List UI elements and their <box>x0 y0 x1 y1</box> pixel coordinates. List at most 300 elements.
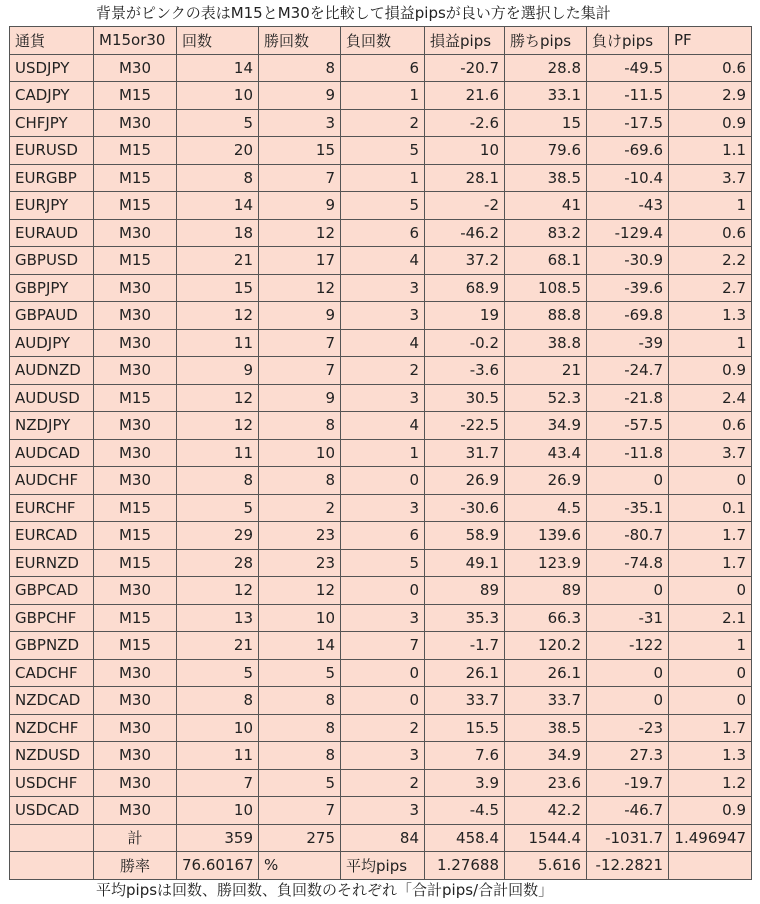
results-table <box>9 26 752 880</box>
cell-pf: 0.9 <box>669 797 752 825</box>
table-row <box>10 494 752 522</box>
cell-count: 8 <box>177 467 259 495</box>
cell-pips: -2.6 <box>425 109 505 137</box>
total-wins: 275 <box>259 824 341 852</box>
cell-loss-pips: -21.8 <box>587 384 669 412</box>
cell-timeframe: M30 <box>94 769 177 797</box>
cell-pips: 30.5 <box>425 384 505 412</box>
cell-losses: 3 <box>341 384 425 412</box>
cell-win-pips: 38.5 <box>505 714 587 742</box>
cell-currency: USDCAD <box>10 797 94 825</box>
cell-pf: 0 <box>669 467 752 495</box>
table-row <box>10 797 752 825</box>
win-rate-label: 勝率 <box>94 852 177 880</box>
cell-count: 29 <box>177 522 259 550</box>
cell-pips: -22.5 <box>425 412 505 440</box>
cell-count: 11 <box>177 742 259 770</box>
cell-pf: 2.2 <box>669 247 752 275</box>
table-row <box>10 109 752 137</box>
cell-pf: 2.7 <box>669 274 752 302</box>
cell-pips: -1.7 <box>425 632 505 660</box>
cell-timeframe: M30 <box>94 687 177 715</box>
cell-pf: 1.7 <box>669 714 752 742</box>
avg-win-pips: 5.616 <box>505 852 587 880</box>
cell-timeframe: M15 <box>94 494 177 522</box>
cell-losses: 2 <box>341 357 425 385</box>
rate-row <box>10 852 752 880</box>
cell-pips: 26.1 <box>425 659 505 687</box>
cell-currency: NZDCHF <box>10 714 94 742</box>
cell-timeframe: M30 <box>94 467 177 495</box>
rate-blank-cell <box>10 852 94 880</box>
cell-wins: 12 <box>259 274 341 302</box>
cell-timeframe: M15 <box>94 137 177 165</box>
cell-pips: -46.2 <box>425 219 505 247</box>
cell-pf: 1 <box>669 632 752 660</box>
cell-win-pips: 28.8 <box>505 54 587 82</box>
total-loss-pips: -1031.7 <box>587 824 669 852</box>
cell-pf: 1.3 <box>669 742 752 770</box>
cell-currency: CHFJPY <box>10 109 94 137</box>
cell-wins: 7 <box>259 164 341 192</box>
total-count: 359 <box>177 824 259 852</box>
cell-losses: 5 <box>341 192 425 220</box>
cell-count: 11 <box>177 329 259 357</box>
cell-losses: 2 <box>341 769 425 797</box>
cell-pf: 0 <box>669 577 752 605</box>
cell-win-pips: 139.6 <box>505 522 587 550</box>
cell-wins: 8 <box>259 467 341 495</box>
cell-loss-pips: 0 <box>587 687 669 715</box>
cell-pips: 89 <box>425 577 505 605</box>
cell-win-pips: 15 <box>505 109 587 137</box>
avg-pips-label: 平均pips <box>341 852 425 880</box>
cell-wins: 12 <box>259 219 341 247</box>
cell-losses: 3 <box>341 742 425 770</box>
cell-currency: AUDJPY <box>10 329 94 357</box>
cell-wins: 2 <box>259 494 341 522</box>
cell-win-pips: 26.1 <box>505 659 587 687</box>
cell-pf: 1.7 <box>669 549 752 577</box>
rate-blank-end-cell <box>669 852 752 880</box>
cell-losses: 3 <box>341 494 425 522</box>
table-row <box>10 247 752 275</box>
table-row <box>10 714 752 742</box>
cell-timeframe: M15 <box>94 247 177 275</box>
cell-loss-pips: -69.8 <box>587 302 669 330</box>
cell-win-pips: 34.9 <box>505 412 587 440</box>
cell-losses: 1 <box>341 439 425 467</box>
cell-losses: 1 <box>341 164 425 192</box>
cell-timeframe: M30 <box>94 274 177 302</box>
cell-win-pips: 89 <box>505 577 587 605</box>
cell-pips: -2 <box>425 192 505 220</box>
cell-win-pips: 26.9 <box>505 467 587 495</box>
cell-win-pips: 33.1 <box>505 82 587 110</box>
table-row <box>10 769 752 797</box>
table-row <box>10 412 752 440</box>
cell-loss-pips: -39.6 <box>587 274 669 302</box>
cell-pf: 0.6 <box>669 219 752 247</box>
col-pips: 損益pips <box>425 27 505 55</box>
cell-win-pips: 38.5 <box>505 164 587 192</box>
cell-pf: 2.1 <box>669 604 752 632</box>
cell-wins: 9 <box>259 384 341 412</box>
cell-wins: 10 <box>259 604 341 632</box>
cell-win-pips: 123.9 <box>505 549 587 577</box>
cell-loss-pips: 0 <box>587 659 669 687</box>
cell-loss-pips: -23 <box>587 714 669 742</box>
cell-currency: GBPCHF <box>10 604 94 632</box>
win-rate-percent: % <box>259 852 341 880</box>
table-row <box>10 687 752 715</box>
cell-win-pips: 66.3 <box>505 604 587 632</box>
cell-count: 15 <box>177 274 259 302</box>
cell-currency: NZDCAD <box>10 687 94 715</box>
cell-win-pips: 68.1 <box>505 247 587 275</box>
cell-count: 20 <box>177 137 259 165</box>
cell-timeframe: M30 <box>94 412 177 440</box>
page-title: 背景がピンクの表はM15とM30を比較して損益pipsが良い方を選択した集計 <box>96 4 611 22</box>
cell-pips: 28.1 <box>425 164 505 192</box>
cell-currency: EURGBP <box>10 164 94 192</box>
cell-win-pips: 108.5 <box>505 274 587 302</box>
cell-currency: CADCHF <box>10 659 94 687</box>
table-row <box>10 604 752 632</box>
cell-pips: 26.9 <box>425 467 505 495</box>
cell-win-pips: 42.2 <box>505 797 587 825</box>
cell-count: 5 <box>177 494 259 522</box>
cell-wins: 9 <box>259 192 341 220</box>
cell-pips: 58.9 <box>425 522 505 550</box>
cell-wins: 10 <box>259 439 341 467</box>
cell-count: 18 <box>177 219 259 247</box>
cell-loss-pips: -10.4 <box>587 164 669 192</box>
cell-currency: USDJPY <box>10 54 94 82</box>
total-blank-cell <box>10 824 94 852</box>
cell-losses: 0 <box>341 687 425 715</box>
table-row <box>10 439 752 467</box>
table-row <box>10 384 752 412</box>
cell-count: 11 <box>177 439 259 467</box>
table-row <box>10 522 752 550</box>
cell-pf: 1.1 <box>669 137 752 165</box>
cell-pips: 15.5 <box>425 714 505 742</box>
cell-timeframe: M15 <box>94 522 177 550</box>
cell-wins: 8 <box>259 714 341 742</box>
cell-count: 10 <box>177 82 259 110</box>
col-count: 回数 <box>177 27 259 55</box>
cell-timeframe: M30 <box>94 439 177 467</box>
table-row <box>10 659 752 687</box>
cell-currency: NZDUSD <box>10 742 94 770</box>
cell-wins: 3 <box>259 109 341 137</box>
col-timeframe: M15or30 <box>94 27 177 55</box>
cell-count: 7 <box>177 769 259 797</box>
table-row <box>10 577 752 605</box>
cell-pf: 1.2 <box>669 769 752 797</box>
cell-timeframe: M15 <box>94 192 177 220</box>
table-row <box>10 329 752 357</box>
table-row <box>10 302 752 330</box>
cell-losses: 4 <box>341 412 425 440</box>
table-row <box>10 632 752 660</box>
cell-pf: 0 <box>669 687 752 715</box>
cell-timeframe: M15 <box>94 384 177 412</box>
cell-count: 21 <box>177 632 259 660</box>
table-row <box>10 467 752 495</box>
cell-losses: 6 <box>341 54 425 82</box>
cell-currency: NZDJPY <box>10 412 94 440</box>
cell-losses: 3 <box>341 274 425 302</box>
cell-loss-pips: 0 <box>587 577 669 605</box>
cell-wins: 8 <box>259 742 341 770</box>
cell-wins: 14 <box>259 632 341 660</box>
cell-currency: EURUSD <box>10 137 94 165</box>
table-row <box>10 549 752 577</box>
cell-pips: 10 <box>425 137 505 165</box>
cell-pips: 68.9 <box>425 274 505 302</box>
cell-win-pips: 52.3 <box>505 384 587 412</box>
cell-wins: 8 <box>259 412 341 440</box>
cell-currency: EURNZD <box>10 549 94 577</box>
cell-wins: 5 <box>259 659 341 687</box>
cell-timeframe: M30 <box>94 357 177 385</box>
cell-wins: 9 <box>259 82 341 110</box>
cell-pf: 0.6 <box>669 54 752 82</box>
cell-loss-pips: -57.5 <box>587 412 669 440</box>
cell-count: 14 <box>177 192 259 220</box>
cell-pips: 19 <box>425 302 505 330</box>
cell-pf: 1.7 <box>669 522 752 550</box>
cell-loss-pips: -122 <box>587 632 669 660</box>
cell-wins: 17 <box>259 247 341 275</box>
cell-count: 10 <box>177 714 259 742</box>
cell-currency: EURCHF <box>10 494 94 522</box>
cell-wins: 23 <box>259 549 341 577</box>
table-row <box>10 137 752 165</box>
cell-pf: 1.3 <box>669 302 752 330</box>
cell-currency: AUDUSD <box>10 384 94 412</box>
cell-currency: GBPNZD <box>10 632 94 660</box>
avg-pips-value: 1.27688 <box>425 852 505 880</box>
cell-losses: 2 <box>341 109 425 137</box>
cell-currency: GBPAUD <box>10 302 94 330</box>
cell-currency: AUDNZD <box>10 357 94 385</box>
cell-loss-pips: -11.5 <box>587 82 669 110</box>
cell-losses: 4 <box>341 247 425 275</box>
cell-currency: CADJPY <box>10 82 94 110</box>
cell-currency: AUDCAD <box>10 439 94 467</box>
header-row <box>10 27 752 55</box>
cell-timeframe: M15 <box>94 632 177 660</box>
cell-win-pips: 43.4 <box>505 439 587 467</box>
cell-timeframe: M15 <box>94 549 177 577</box>
cell-timeframe: M15 <box>94 604 177 632</box>
table-row <box>10 274 752 302</box>
table-row <box>10 742 752 770</box>
cell-losses: 2 <box>341 714 425 742</box>
cell-loss-pips: -19.7 <box>587 769 669 797</box>
cell-pf: 1 <box>669 192 752 220</box>
cell-loss-pips: -24.7 <box>587 357 669 385</box>
cell-win-pips: 88.8 <box>505 302 587 330</box>
cell-wins: 7 <box>259 797 341 825</box>
cell-pf: 0.1 <box>669 494 752 522</box>
cell-pips: 49.1 <box>425 549 505 577</box>
win-rate-value: 76.60167 <box>177 852 259 880</box>
cell-timeframe: M15 <box>94 82 177 110</box>
cell-wins: 7 <box>259 329 341 357</box>
cell-losses: 5 <box>341 549 425 577</box>
cell-win-pips: 79.6 <box>505 137 587 165</box>
cell-wins: 23 <box>259 522 341 550</box>
cell-count: 8 <box>177 164 259 192</box>
footnote: 平均pipsは回数、勝回数、負回数のそれぞれ「合計pips/合計回数」 <box>96 881 554 899</box>
total-pips: 458.4 <box>425 824 505 852</box>
cell-timeframe: M30 <box>94 329 177 357</box>
cell-loss-pips: -39 <box>587 329 669 357</box>
cell-count: 5 <box>177 659 259 687</box>
col-loss-pips: 負けpips <box>587 27 669 55</box>
cell-pf: 2.9 <box>669 82 752 110</box>
cell-count: 8 <box>177 687 259 715</box>
table-row <box>10 219 752 247</box>
cell-currency: AUDCHF <box>10 467 94 495</box>
cell-timeframe: M30 <box>94 219 177 247</box>
cell-losses: 1 <box>341 82 425 110</box>
cell-pips: -20.7 <box>425 54 505 82</box>
cell-pf: 0.9 <box>669 109 752 137</box>
cell-loss-pips: -43 <box>587 192 669 220</box>
col-currency: 通貨 <box>10 27 94 55</box>
cell-timeframe: M30 <box>94 54 177 82</box>
cell-win-pips: 120.2 <box>505 632 587 660</box>
cell-losses: 6 <box>341 219 425 247</box>
cell-count: 13 <box>177 604 259 632</box>
cell-losses: 6 <box>341 522 425 550</box>
table-row <box>10 357 752 385</box>
cell-wins: 7 <box>259 357 341 385</box>
cell-timeframe: M30 <box>94 577 177 605</box>
cell-currency: GBPJPY <box>10 274 94 302</box>
table-row <box>10 192 752 220</box>
total-label: 計 <box>94 824 177 852</box>
cell-pips: -30.6 <box>425 494 505 522</box>
cell-losses: 3 <box>341 604 425 632</box>
avg-loss-pips: -12.2821 <box>587 852 669 880</box>
total-row <box>10 824 752 852</box>
cell-win-pips: 21 <box>505 357 587 385</box>
cell-win-pips: 34.9 <box>505 742 587 770</box>
cell-loss-pips: -74.8 <box>587 549 669 577</box>
table-body <box>10 54 752 824</box>
col-losses: 負回数 <box>341 27 425 55</box>
cell-count: 12 <box>177 577 259 605</box>
cell-losses: 5 <box>341 137 425 165</box>
cell-pf: 0.9 <box>669 357 752 385</box>
cell-wins: 12 <box>259 577 341 605</box>
cell-wins: 9 <box>259 302 341 330</box>
cell-losses: 4 <box>341 329 425 357</box>
cell-pf: 3.7 <box>669 439 752 467</box>
total-losses: 84 <box>341 824 425 852</box>
cell-loss-pips: -129.4 <box>587 219 669 247</box>
total-pf: 1.496947 <box>669 824 752 852</box>
cell-win-pips: 38.8 <box>505 329 587 357</box>
cell-loss-pips: -11.8 <box>587 439 669 467</box>
cell-count: 12 <box>177 302 259 330</box>
cell-pf: 0.6 <box>669 412 752 440</box>
cell-pips: 21.6 <box>425 82 505 110</box>
col-win-pips: 勝ちpips <box>505 27 587 55</box>
cell-timeframe: M15 <box>94 164 177 192</box>
cell-currency: USDCHF <box>10 769 94 797</box>
cell-loss-pips: -80.7 <box>587 522 669 550</box>
col-wins: 勝回数 <box>259 27 341 55</box>
cell-win-pips: 23.6 <box>505 769 587 797</box>
cell-win-pips: 41 <box>505 192 587 220</box>
cell-loss-pips: -30.9 <box>587 247 669 275</box>
cell-loss-pips: -35.1 <box>587 494 669 522</box>
cell-loss-pips: 27.3 <box>587 742 669 770</box>
cell-loss-pips: -46.7 <box>587 797 669 825</box>
cell-count: 14 <box>177 54 259 82</box>
table-row <box>10 164 752 192</box>
cell-wins: 8 <box>259 54 341 82</box>
cell-count: 28 <box>177 549 259 577</box>
cell-timeframe: M30 <box>94 109 177 137</box>
cell-timeframe: M30 <box>94 714 177 742</box>
cell-count: 21 <box>177 247 259 275</box>
cell-currency: EURAUD <box>10 219 94 247</box>
cell-pips: 33.7 <box>425 687 505 715</box>
cell-pips: 31.7 <box>425 439 505 467</box>
cell-count: 9 <box>177 357 259 385</box>
cell-currency: GBPCAD <box>10 577 94 605</box>
table-row <box>10 54 752 82</box>
cell-timeframe: M30 <box>94 742 177 770</box>
cell-timeframe: M30 <box>94 797 177 825</box>
total-win-pips: 1544.4 <box>505 824 587 852</box>
cell-losses: 0 <box>341 577 425 605</box>
cell-losses: 7 <box>341 632 425 660</box>
cell-loss-pips: -69.6 <box>587 137 669 165</box>
cell-pf: 3.7 <box>669 164 752 192</box>
cell-pips: 35.3 <box>425 604 505 632</box>
cell-loss-pips: -49.5 <box>587 54 669 82</box>
cell-win-pips: 83.2 <box>505 219 587 247</box>
cell-loss-pips: -17.5 <box>587 109 669 137</box>
cell-wins: 5 <box>259 769 341 797</box>
cell-loss-pips: 0 <box>587 467 669 495</box>
cell-losses: 0 <box>341 467 425 495</box>
cell-timeframe: M30 <box>94 302 177 330</box>
cell-pips: 7.6 <box>425 742 505 770</box>
cell-wins: 15 <box>259 137 341 165</box>
cell-loss-pips: -31 <box>587 604 669 632</box>
cell-win-pips: 33.7 <box>505 687 587 715</box>
cell-pips: 3.9 <box>425 769 505 797</box>
cell-timeframe: M30 <box>94 659 177 687</box>
cell-losses: 3 <box>341 302 425 330</box>
table-row <box>10 82 752 110</box>
cell-pips: -3.6 <box>425 357 505 385</box>
cell-wins: 8 <box>259 687 341 715</box>
cell-count: 10 <box>177 797 259 825</box>
cell-currency: EURCAD <box>10 522 94 550</box>
cell-pips: -0.2 <box>425 329 505 357</box>
